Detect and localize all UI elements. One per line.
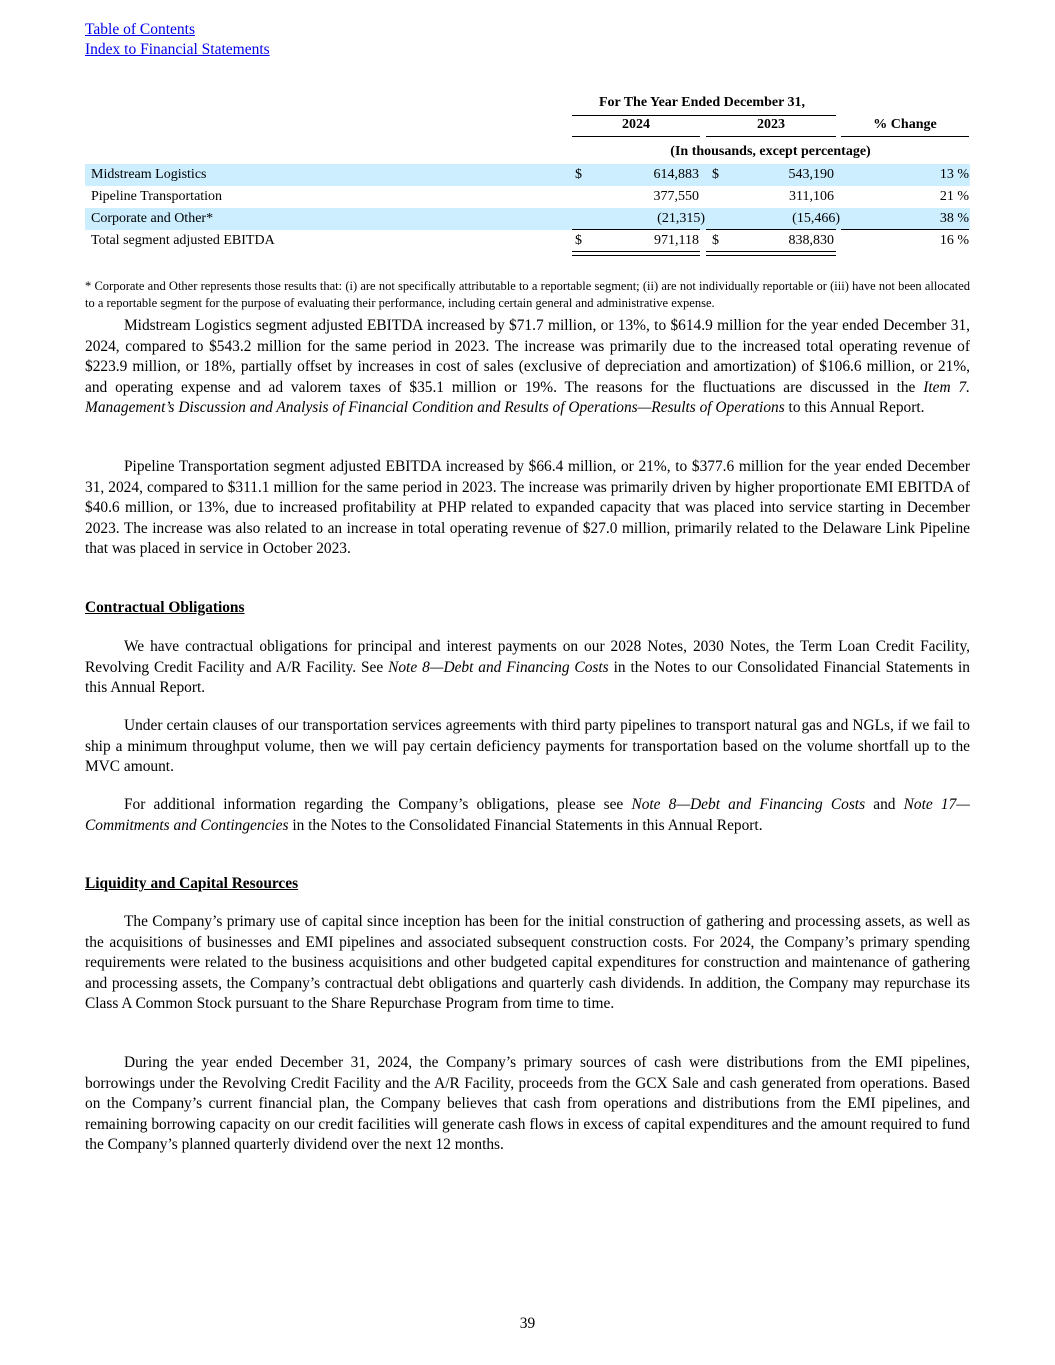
row-label: Corporate and Other* (91, 211, 214, 226)
percent-change: 16 % (939, 233, 969, 248)
page-number: 39 (519, 1315, 536, 1332)
table-of-contents-link[interactable]: Table of Contents (85, 21, 195, 38)
units-caption: (In thousands, except percentage) (670, 144, 871, 159)
value-2024: (21,315) (657, 211, 705, 226)
table-row (85, 208, 970, 230)
dollar-sign: $ (712, 167, 719, 182)
value-2024: 971,118 (654, 233, 699, 248)
contractual-paragraph-2: Under certain clauses of our transportation services agreements with third party pipelines to transport natural gas and NGLs, if we fail to ship a minimum throughput volume, then we will pay certain deficiency payments for transportation based on the volume shortfall up to the MVC amount. (85, 717, 970, 776)
value-2024: 377,550 (653, 189, 699, 204)
liquidity-heading: Liquidity and Capital Resources (85, 875, 299, 892)
table-footnote: * Corporate and Other represents those results that: (i) are not specifically attributable to a reportable segment; (ii) are not individually reportable or (iii) have not been allocated to a reportable segment for the purpose of evaluating their performance, including certain general and administrative expense. (85, 278, 970, 310)
dollar-sign: $ (712, 233, 719, 248)
percent-change: 13 % (939, 167, 969, 182)
note-8-reference: Note 8—Debt and Financing Costs (631, 796, 866, 813)
dollar-sign: $ (575, 167, 582, 182)
table-row (85, 164, 970, 186)
row-label: Pipeline Transportation (91, 189, 223, 204)
contractual-paragraph-3 (85, 795, 970, 836)
total-double-rule-2023 (706, 251, 836, 256)
navigation-links (85, 20, 270, 60)
value-2023: 543,190 (788, 167, 834, 182)
text-run: and (865, 796, 904, 813)
liquidity-paragraph-2: During the year ended December 31, 2024, the Company’s primary sources of cash were distributions from the EMI pipelines, borrowings under the Revolving Credit Facility and the A/R Facility, proceeds from the GCX Sale and cash generated from operations. Based on the Company’s current financial plan, the Company believes that cash from operations and distributions from the EMI pipelines, and remaining borrowing capacity on our credit facilities will generate cash flows in excess of capital expenditures and the amount required to fund the Company’s planned quarterly dividend over the next 12 months. (85, 1054, 970, 1154)
column-header-change: % Change (873, 117, 937, 132)
text-run: Midstream Logistics segment adjusted EBITDA increased by $71.7 million, or 13%, to $614.9 million for the year ended December 31, 2024, compared to $543.2 million for the same period in 2023. The increase was primarily due to the increased total operating revenue of $223.9 million, or 18%, partially offset by increases in cost of sales (exclusive of depreciation and amortization) of $106.6 million, or 21%, and operating expense and ad valorem taxes of $35.1 million or 19%. The reasons for the fluctuations are discussed in the (85, 317, 970, 396)
period-header-rule (572, 115, 836, 116)
period-header: For The Year Ended December 31, (598, 95, 806, 110)
header-rule-2024 (572, 136, 700, 137)
segment-ebitda-table (85, 94, 970, 252)
column-header-2023: 2023 (757, 117, 785, 132)
value-2024: 614,883 (653, 167, 699, 182)
value-2023: 838,830 (788, 233, 834, 248)
text-run: to this Annual Report. (784, 399, 925, 417)
pipeline-paragraph: Pipeline Transportation segment adjusted EBITDA increased by $66.4 million, or 21%, to $377.6 million for the year ended December 31, 2024, compared to $311.1 million for the same period in 2023. The increase was primarily driven by higher proportionate EMI EBITDA of $40.6 million, or 13%, due to increased profitability at PHP related to expanded capacity that was placed into service starting in December 2023. The increase was also related to an increase in total operating revenue of $27.0 million, primarily related to the Delaware Link Pipeline that was placed in service in October 2023. (85, 458, 970, 558)
column-header-2024: 2024 (622, 117, 650, 132)
percent-change: 38 % (939, 211, 969, 226)
dollar-sign: $ (575, 233, 582, 248)
table-row (85, 230, 970, 252)
value-2023: (15,466) (792, 211, 840, 226)
contractual-paragraph-1 (85, 637, 970, 699)
text-run: For additional information regarding the Company’s obligations, please see (124, 796, 632, 813)
index-to-financial-statements-link[interactable]: Index to Financial Statements (85, 41, 270, 58)
text-run: We have contractual obligations for principal and interest payments on our 2028 Notes, 2030 Notes, the Term Loan Credit Facility, Revolving Credit Facility and A/R Facility. See (85, 638, 970, 676)
table-row (85, 186, 970, 208)
note-17-reference: Note 17—Commitments and Contingencies (85, 796, 970, 834)
liquidity-paragraph-1: The Company’s primary use of capital since inception has been for the initial construction of gathering and processing assets, as well as the acquisitions of businesses and EMI pipelines and associated subsequent construction costs. For 2024, the Company’s primary spending requirements were related to the business acquisitions and other budgeted capital expenditures for construction and maintenance of gathering and processing assets, the Company’s contractual debt obligations and quarterly cash dividends. In addition, the Company may repurchase its Class A Common Stock pursuant to the Share Repurchase Program from time to time. (85, 913, 970, 1013)
midstream-paragraph (85, 316, 970, 419)
total-double-rule-2024 (572, 251, 700, 256)
contractual-obligations-heading: Contractual Obligations (85, 599, 245, 616)
note-8-reference: Note 8—Debt and Financing Costs (388, 658, 609, 676)
header-rule-2023 (706, 136, 836, 137)
row-label: Midstream Logistics (91, 167, 207, 182)
header-rule-change (841, 136, 969, 137)
item-7-reference: Item 7. Management’s Discussion and Analysis of Financial Condition and Results of Operations—Results of Operations (85, 378, 970, 417)
text-run: in the Notes to our Consolidated Financial Statements in this Annual Report. (85, 658, 970, 697)
percent-change: 21 % (939, 189, 969, 204)
row-label: Total segment adjusted EBITDA (91, 233, 275, 248)
text-run: in the Notes to the Consolidated Financial Statements in this Annual Report. (288, 816, 763, 834)
value-2023: 311,106 (789, 189, 834, 204)
